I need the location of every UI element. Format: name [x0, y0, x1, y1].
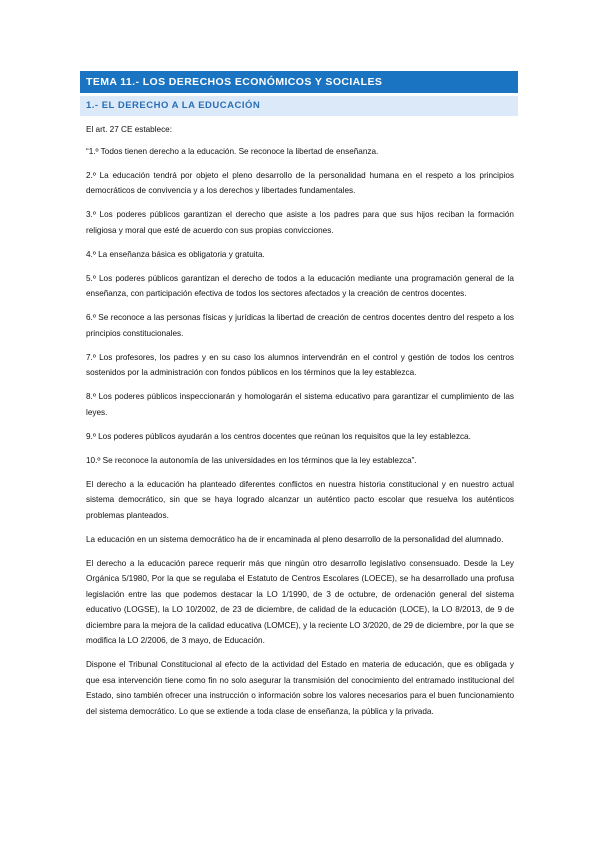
paragraph: 4.º La enseñanza básica es obligatoria y gratuita.: [86, 249, 265, 259]
paragraph: El art. 27 CE establece:: [86, 125, 173, 134]
paragraph: Dispone el Tribunal Constitucional al efecto de la actividad del Estado en materia de educación, que es obligada y que esa intervención tiene como fin no solo asegurar la transmisión del conocimiento del entramado institucional del Estado, sino también ofrecer una instrucción o información sobre los valores necesarios para el buen funcionamiento del sistema democrático. Lo que se extiende a toda clase de enseñanza, la pública y la privada.: [86, 660, 514, 716]
document-body: [86, 122, 514, 728]
page-title: TEMA 11.- LOS DERECHOS ECONÓMICOS Y SOCIALES: [80, 71, 518, 93]
paragraph: 2.º La educación tendrá por objeto el pleno desarrollo de la personalidad humana en el respeto a los principios democráticos de convivencia y a los derechos y libertades fundamentales.: [86, 170, 514, 195]
paragraph: 7.º Los profesores, los padres y en su caso los alumnos intervendrán en el control y gestión de todos los centros sostenidos por la administración con fondos públicos en los términos que la ley establezca.: [86, 352, 514, 377]
paragraph: 8.º Los poderes públicos inspeccionarán y homologarán el sistema educativo para garantizar el cumplimiento de las leyes.: [86, 392, 514, 417]
paragraph: 5.º Los poderes públicos garantizan el derecho de todos a la educación mediante una programación general de la enseñanza, con participación efectiva de todos los sectores afectados y la creación de centros docentes.: [86, 273, 514, 298]
section-heading: 1.- EL DERECHO A LA EDUCACIÓN: [80, 96, 518, 116]
paragraph: 6.º Se reconoce a las personas físicas y jurídicas la libertad de creación de centros docentes dentro del respeto a los principios constitucionales.: [86, 313, 514, 338]
paragraph: La educación en un sistema democrático ha de ir encaminada al pleno desarrollo de la personalidad del alumnado.: [86, 534, 504, 544]
paragraph: “1.º Todos tienen derecho a la educación. Se reconoce la libertad de enseñanza.: [86, 146, 379, 156]
paragraph: El derecho a la educación parece requerir más que ningún otro desarrollo legislativo consensuado. Desde la Ley Orgánica 5/1980, Por la que se regulaba el Estatuto de Centros Escolares (LOECE), se ha desarrollado una profusa legislación entre las que podemos destacar la LO 1/1990, de 3 de octubre, de ordenación general del sistema educativo (LOGSE), la LO 10/2002, de 23 de diciembre, de calidad de la educación (LOCE), la LO 8/2013, de 9 de diciembre para la mejora de la calidad educativa (LOMCE), y la reciente LO 3/2020, de 29 de diciembre, por la que se modifica la LO 2/2006, de 3 mayo, de Educación.: [86, 558, 514, 645]
paragraph: El derecho a la educación ha planteado diferentes conflictos en nuestra historia constitucional y en nuestro actual sistema democrático, sin que se haya logrado alcanzar un auténtico pacto escolar que resuelva los auténticos problemas planteados.: [86, 479, 514, 520]
paragraph: 3.º Los poderes públicos garantizan el derecho que asiste a los padres para que sus hijos reciban la formación religiosa y moral que esté de acuerdo con sus propias convicciones.: [86, 210, 514, 235]
paragraph: 9.º Los poderes públicos ayudarán a los centros docentes que reúnan los requisitos que la ley establezca.: [86, 431, 471, 441]
paragraph: 10.º Se reconoce la autonomía de las universidades en los términos que la ley establezca”.: [86, 455, 417, 465]
